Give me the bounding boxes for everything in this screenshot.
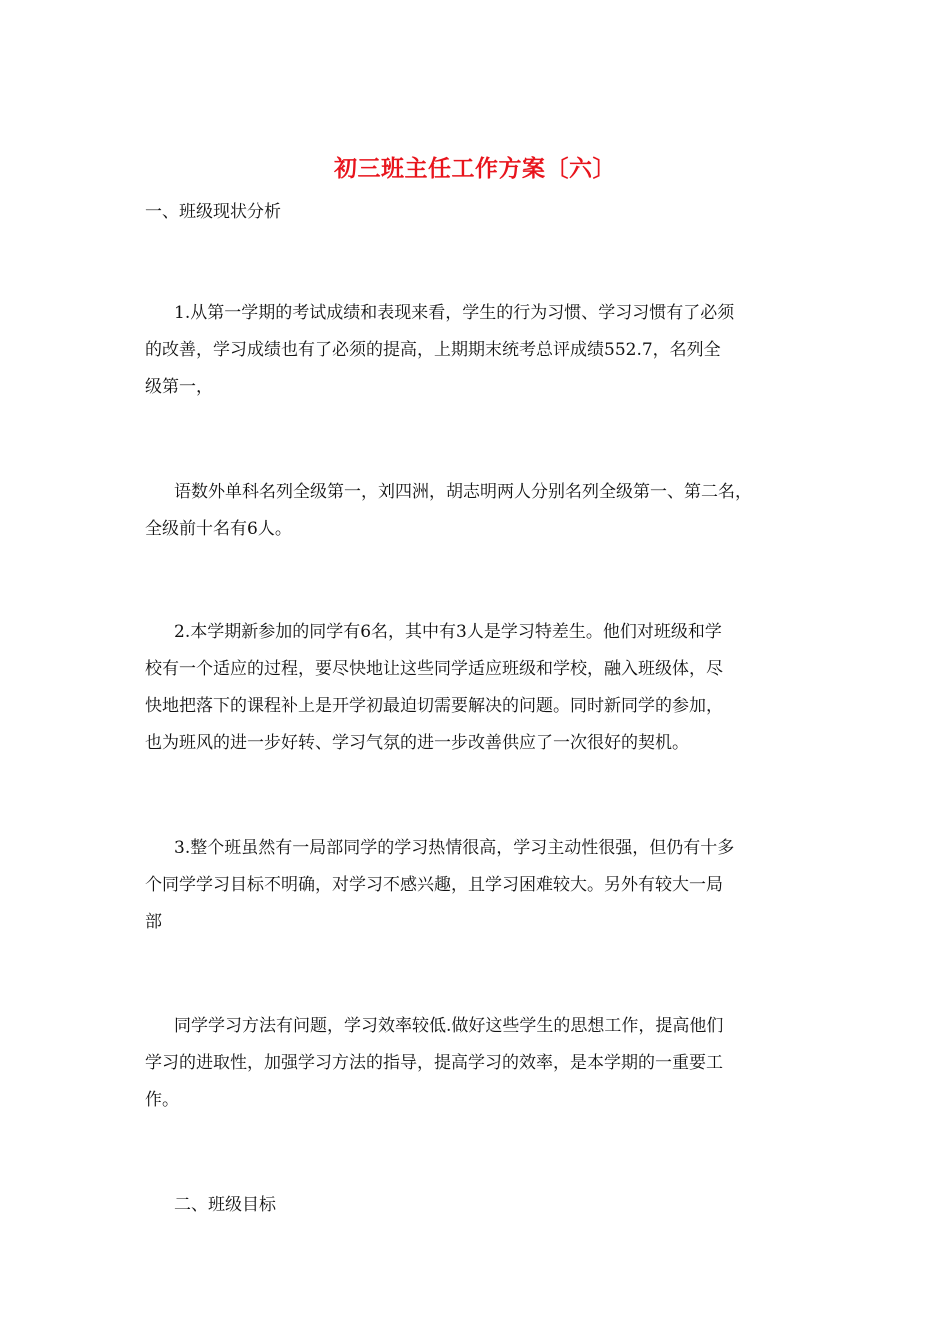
paragraph-line: 作。 (145, 1090, 179, 1110)
paragraph-line: 2.本学期新参加的同学有6名，其中有3人是学习特差生。他们对班级和学 (174, 622, 722, 642)
paragraph-line: 的改善，学习成绩也有了必须的提高，上期期末统考总评成绩552.7，名列全 (145, 340, 721, 360)
paragraph-5 (145, 1008, 815, 1119)
paragraph-line: 也为班风的进一步好转、学习气氛的进一步改善供应了一次很好的契机。 (145, 733, 689, 753)
paragraph-line: 同学学习方法有问题，学习效率较低.做好这些学生的思想工作，提高他们 (174, 1016, 724, 1036)
paragraph-3 (145, 614, 815, 762)
section-heading-status-analysis: 一、班级现状分析 (145, 202, 281, 222)
paragraph-line: 3.整个班虽然有一局部同学的学习热情很高，学习主动性很强，但仍有十多 (174, 838, 735, 858)
paragraph-line: 1.从第一学期的考试成绩和表现来看，学生的行为习惯、学习习惯有了必须 (174, 303, 735, 323)
paragraph-line: 快地把落下的课程补上是开学初最迫切需要解决的问题。同时新同学的参加， (145, 696, 723, 716)
paragraph-line: 部 (145, 912, 162, 932)
paragraph-2 (145, 474, 815, 548)
paragraph-line: 学习的进取性，加强学习方法的指导，提高学习的效率，是本学期的一重要工 (145, 1053, 723, 1073)
paragraph-line: 级第一， (145, 377, 213, 397)
section-heading-class-goals: 二、班级目标 (174, 1195, 276, 1215)
paragraph-4 (145, 830, 815, 941)
paragraph-1 (145, 295, 815, 406)
paragraph-line: 校有一个适应的过程，要尽快地让这些同学适应班级和学校，融入班级体，尽 (145, 659, 723, 679)
paragraph-line: 语数外单科名列全级第一，刘四洲，胡志明两人分别名列全级第一、第二名， (174, 482, 752, 502)
document-title: 初三班主任工作方案〔六〕 (334, 155, 616, 182)
paragraph-line: 个同学学习目标不明确，对学习不感兴趣，且学习困难较大。另外有较大一局 (145, 875, 723, 895)
paragraph-line: 全级前十名有6人。 (145, 519, 292, 539)
